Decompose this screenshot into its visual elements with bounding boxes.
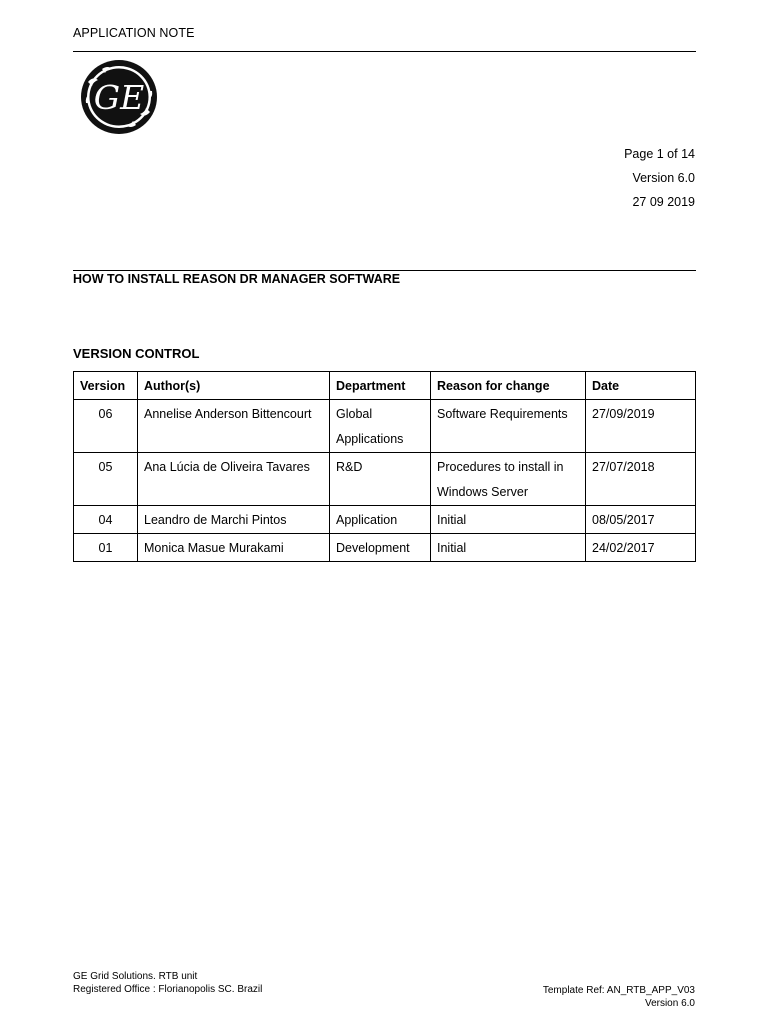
cell-department xyxy=(330,400,431,453)
cell-reason xyxy=(431,534,586,562)
version-control-heading: VERSION CONTROL xyxy=(73,346,200,361)
footer-company-name: GE Grid Solutions. RTB unit xyxy=(73,971,198,982)
cell-reason-line: Windows Server xyxy=(437,485,528,499)
cell-version: 01 xyxy=(74,534,138,562)
cell-department-line: Applications xyxy=(336,432,404,446)
ge-monogram-logo-icon xyxy=(80,59,160,135)
column-header-reason: Reason for change xyxy=(431,372,586,400)
cell-department-line: Application xyxy=(336,513,398,527)
cell-author: Ana Lúcia de Oliveira Tavares xyxy=(138,453,330,506)
document-date: 27 09 2019 xyxy=(632,195,695,209)
cell-date: 27/07/2018 xyxy=(586,453,696,506)
cell-department-line: Development xyxy=(336,541,410,555)
cell-version: 06 xyxy=(74,400,138,453)
cell-reason-line: Initial xyxy=(437,513,467,527)
cell-reason xyxy=(431,453,586,506)
svg-text:GE: GE xyxy=(93,78,145,117)
cell-department xyxy=(330,453,431,506)
page-number: Page 1 of 14 xyxy=(624,147,695,161)
cell-department-line: R&D xyxy=(336,460,363,474)
cell-department-line: Global xyxy=(336,407,373,421)
cell-author: Leandro de Marchi Pintos xyxy=(138,506,330,534)
title-divider xyxy=(73,270,696,271)
column-header-version: Version xyxy=(74,372,138,400)
column-header-department: Department xyxy=(330,372,431,400)
document-version: Version 6.0 xyxy=(632,171,695,185)
footer-registered-office: Registered Office : Florianopolis SC. Brazil xyxy=(73,984,263,995)
cell-author: Annelise Anderson Bittencourt xyxy=(138,400,330,453)
cell-reason-line: Initial xyxy=(437,541,467,555)
cell-department xyxy=(330,506,431,534)
table-header-row xyxy=(74,372,696,400)
version-control-table xyxy=(73,371,696,562)
footer-template-info xyxy=(543,984,695,1010)
cell-version: 04 xyxy=(74,506,138,534)
cell-reason-line: Procedures to install in xyxy=(437,460,564,474)
footer-template-version: Version 6.0 xyxy=(644,998,695,1009)
footer-company-info xyxy=(73,970,262,996)
table-row xyxy=(74,400,696,453)
table-row xyxy=(74,453,696,506)
document-type-label: APPLICATION NOTE xyxy=(73,26,195,40)
table-row xyxy=(74,534,696,562)
cell-date: 08/05/2017 xyxy=(586,506,696,534)
cell-department xyxy=(330,534,431,562)
cell-date: 27/09/2019 xyxy=(586,400,696,453)
table-row xyxy=(74,506,696,534)
column-header-date: Date xyxy=(586,372,696,400)
ge-logo xyxy=(80,59,160,134)
cell-reason xyxy=(431,400,586,453)
header-divider xyxy=(73,51,696,52)
cell-reason xyxy=(431,506,586,534)
cell-date: 24/02/2017 xyxy=(586,534,696,562)
cell-version: 05 xyxy=(74,453,138,506)
footer-template-ref: Template Ref: AN_RTB_APP_V03 xyxy=(542,985,695,996)
cell-reason-line: Software Requirements xyxy=(437,407,568,421)
cell-author: Monica Masue Murakami xyxy=(138,534,330,562)
document-title: HOW TO INSTALL REASON DR MANAGER SOFTWARE xyxy=(73,272,401,286)
column-header-authors: Author(s) xyxy=(138,372,330,400)
